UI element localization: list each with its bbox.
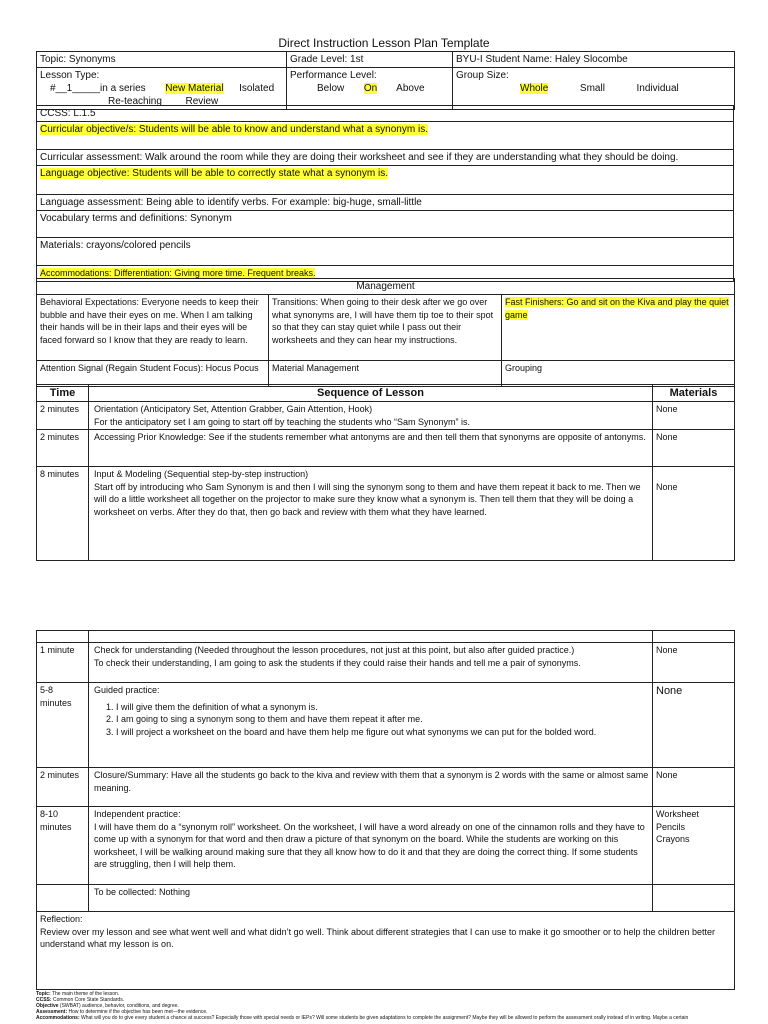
table-row <box>37 683 735 768</box>
table-row <box>37 807 735 885</box>
management-table <box>36 278 735 387</box>
row-title: Closure/Summary: Have all the students go back to the kiva and review with them that a synonym is 2 words with the same or almost same meaning. <box>94 770 649 793</box>
attention-signal: Attention Signal (Regain Student Focus): Hocus Pocus <box>37 361 269 387</box>
material-item: Pencils <box>656 821 686 832</box>
list-item: 2. I am going to sing a synonym song to them and have them repeat it after me. <box>116 713 649 726</box>
option-on: On <box>363 83 378 94</box>
row-materials: None <box>653 430 735 467</box>
row-body: To check their understanding, I am going to ask the students if they could raise their hands and tell me a pair of synonyms. <box>94 657 581 668</box>
topic-cell: Topic: Synonyms <box>37 52 287 68</box>
empty-header-cell <box>653 631 735 643</box>
material-item: Worksheet <box>656 809 699 819</box>
lesson-number: #__1_____in a series <box>50 83 146 94</box>
row-title: Independent practice: <box>94 809 181 819</box>
empty-header-cell <box>37 631 89 643</box>
option-above: Above <box>396 83 425 94</box>
empty-header-cell <box>89 631 653 643</box>
lesson-type-cell <box>37 68 287 110</box>
row-time: 8 minutes <box>37 467 89 561</box>
sequence-table-page2 <box>36 630 735 990</box>
row-content <box>89 643 653 683</box>
row-content <box>89 402 653 430</box>
row-materials-value: None <box>656 482 678 492</box>
objectives-table <box>36 105 734 282</box>
row-title: Check for understanding (Needed throughout the lesson procedures, not just at this point, but also after guided practice.) <box>94 645 575 655</box>
reflection-label: Reflection: <box>40 914 83 924</box>
transitions: Transitions: When going to their desk after we go over what synonyms are, I will have them tip toe to their spot so that they can stay quiet while I pass out their worksheets and they can hear my instructions. <box>269 295 502 361</box>
behavioral-expectations: Behavioral Expectations: Everyone needs to keep their bubble and have their eyes on me. When I am talking their hands will be in their laps and their eyes will be faced forward so I know that they are ready to learn. <box>37 295 269 361</box>
language-objective-row <box>37 166 734 195</box>
row-title: Guided practice: <box>94 685 160 695</box>
row-time <box>37 885 89 912</box>
row-materials <box>653 807 735 885</box>
guided-steps-list <box>116 701 649 739</box>
materials-row: Materials: crayons/colored pencils <box>37 238 734 266</box>
performance-level-cell <box>287 68 453 110</box>
footnote-objective: Objective (SWBAT) audience, behavior, conditions, and degree. <box>36 1003 179 1009</box>
management-heading: Management <box>37 279 735 295</box>
row-materials: None <box>653 402 735 430</box>
page-title: Direct Instruction Lesson Plan Template <box>278 36 490 50</box>
list-item: 1. I will give them the definition of what a synonym is. <box>116 701 649 714</box>
option-isolated: Isolated <box>239 83 275 94</box>
option-new-material: New Material <box>165 83 224 94</box>
list-item: 3. I will project a worksheet on the board and have them help me figure out what synonyms we can put for the bolded word. <box>116 726 649 739</box>
language-assessment-row: Language assessment: Being able to identify verbs. For example: big-huge, small-little <box>37 195 734 211</box>
sequence-header: Sequence of Lesson <box>89 385 653 402</box>
row-time: 2 minutes <box>37 430 89 467</box>
row-time: 2 minutes <box>37 768 89 807</box>
option-small: Small <box>579 83 605 94</box>
footnotes <box>36 991 736 1021</box>
footnote-assessment: Assessment: How to determine if the objective has been met—the evidence. <box>36 1009 208 1015</box>
material-item: Crayons <box>656 834 690 844</box>
row-body: For the anticipatory set I am going to start off by teaching the students who “Sam Synonym” is. <box>94 416 471 427</box>
option-below: Below <box>317 83 345 94</box>
row-content <box>89 807 653 885</box>
curricular-objective-row <box>37 122 734 150</box>
group-size-cell <box>453 68 735 110</box>
row-materials: None <box>653 683 735 768</box>
footnote-ccss: CCSS: Common Core State Standards. <box>36 997 125 1003</box>
grouping: Grouping <box>502 361 735 387</box>
fast-finishers: Fast Finishers: Go and sit on the Kiva and play the quiet game <box>505 297 729 320</box>
reflection-cell <box>37 912 735 990</box>
row-content <box>89 467 653 561</box>
row-time: 8-10 minutes <box>37 807 89 885</box>
table-row <box>37 768 735 807</box>
row-content <box>89 683 653 768</box>
row-title: Orientation (Anticipatory Set, Attention Grabber, Gain Attention, Hook) <box>94 404 373 414</box>
group-size-label: Group Size: <box>456 70 509 81</box>
student-name-cell: BYU-I Student Name: Haley Slocombe <box>453 52 735 68</box>
fast-finishers-cell <box>502 295 735 361</box>
table-row <box>37 885 735 912</box>
row-content <box>89 768 653 807</box>
option-reteaching: Re-teaching <box>108 96 162 107</box>
curricular-assessment-row: Curricular assessment: Walk around the room while they are doing their worksheet and see if they are understanding what they should be doing. <box>37 150 734 166</box>
row-title: Input & Modeling (Sequential step-by-step instruction) <box>94 469 309 479</box>
table-row <box>37 467 735 561</box>
option-individual: Individual <box>636 83 679 94</box>
row-materials <box>653 467 735 561</box>
row-time: 5-8 minutes <box>37 683 89 768</box>
performance-label: Performance Level: <box>290 70 377 81</box>
accommodations: Accommodations: Differentiation: Giving more time. Frequent breaks. <box>40 268 316 278</box>
vocabulary-row: Vocabulary terms and definitions: Synonym <box>37 211 734 238</box>
ccss-row: CCSS: L.1.5 <box>37 106 734 122</box>
lesson-type-label: Lesson Type: <box>40 70 100 81</box>
option-review: Review <box>185 96 219 107</box>
to-be-collected: To be collected: Nothing <box>89 885 653 912</box>
lesson-header-table <box>36 51 735 110</box>
sequence-table-page1 <box>36 384 735 561</box>
grade-level-cell: Grade Level: 1st <box>287 52 453 68</box>
curricular-objective: Curricular objective/s: Students will be able to know and understand what a synonym is. <box>40 124 428 135</box>
materials-header: Materials <box>653 385 735 402</box>
footnote-accommodations: Accommodations: What will you do to give every student a chance at success? Especially those with special needs or IEPs? Will some students be given adaptations to complete the assignment? Maybe they will be allowed to perform the assessment orally instead of in writing. Maybe a certain <box>36 1015 689 1021</box>
language-objective: Language objective: Students will be able to correctly state what a synonym is. <box>40 168 388 179</box>
option-whole: Whole <box>520 83 549 94</box>
table-row <box>37 643 735 683</box>
table-row <box>37 430 735 467</box>
row-time: 2 minutes <box>37 402 89 430</box>
table-row <box>37 402 735 430</box>
material-management: Material Management <box>269 361 502 387</box>
row-time: 1 minute <box>37 643 89 683</box>
row-materials: None <box>653 768 735 807</box>
row-body: I will have them do a “synonym roll” worksheet. On the worksheet, I will have a word already on one of the cinnamon rolls and they have to come up with a synonym for that word and then draw a picture of that synonym on the board. While the students are working on this worksheet, I will be walking around making sure that they all know how to do it and that they are doing the correct thing. If some students are struggling, then I will help them. <box>94 821 645 869</box>
row-content <box>89 430 653 467</box>
row-materials <box>653 885 735 912</box>
row-materials: None <box>653 643 735 683</box>
time-header: Time <box>37 385 89 402</box>
row-body: Start off by introducing who Sam Synonym is and then I will sing the synonym song to them and have them repeat it back to me. Then we will do a little worksheet all together on the projector to make sure they know what a synonym is. Then tell them that they will be doing a worksheet on verbs. After they do that, then go back and review with them what they have learned. <box>94 481 641 517</box>
row-title: Accessing Prior Knowledge: See if the students remember what antonyms are and then tell them that synonyms are opposite of antonyms. <box>94 432 646 442</box>
reflection-text: Review over my lesson and see what went well and what didn’t go well. Think about different strategies that I can use to make it go smoother or to help the children better understand what my lesson is on. <box>40 926 716 949</box>
footnote-topic: Topic: The main theme of the lesson. <box>36 991 120 997</box>
